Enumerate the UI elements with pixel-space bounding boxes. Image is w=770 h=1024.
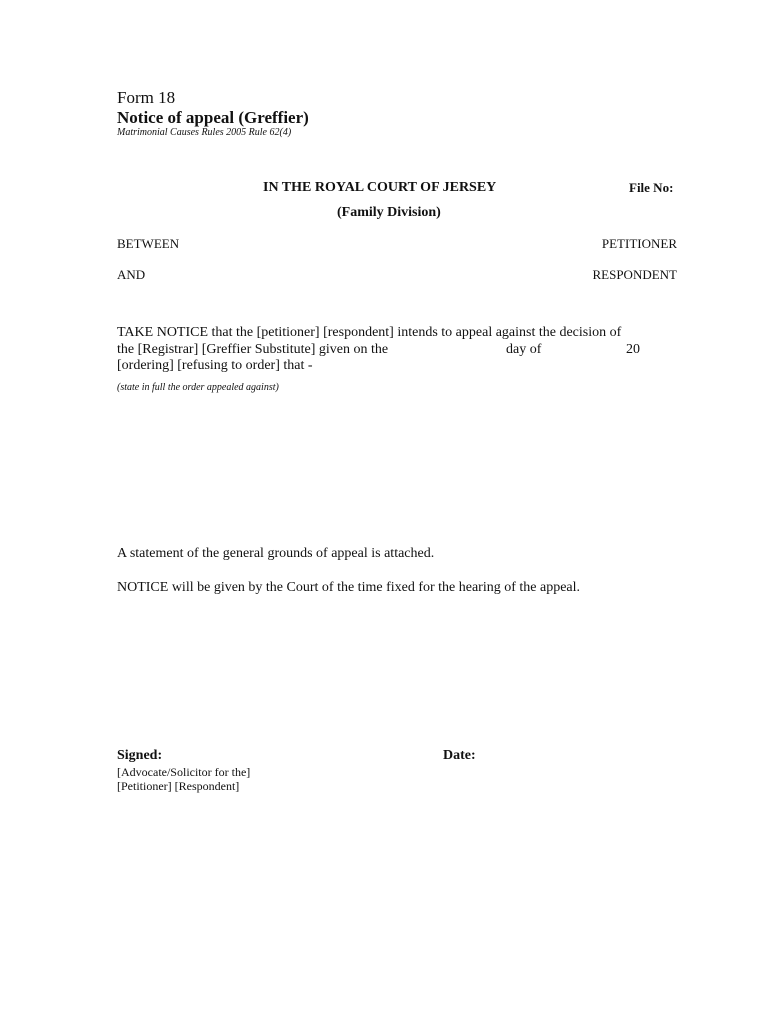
hearing-notice: NOTICE will be given by the Court of the time fixed for the hearing of the appeal. — [117, 580, 581, 595]
signed-label: Signed: — [117, 748, 163, 763]
signatory-line-1: [Advocate/Solicitor for the] — [117, 765, 251, 779]
petitioner-label: PETITIONER — [601, 236, 677, 251]
grounds-statement: A statement of the general grounds of appeal is attached. — [117, 546, 435, 561]
file-no-label: File No: — [629, 180, 674, 195]
form-title: Notice of appeal (Greffier) — [117, 108, 309, 127]
form-number: Form 18 — [117, 88, 176, 107]
date-label: Date: — [443, 748, 476, 763]
notice-line-2: the [Registrar] [Greffier Substitute] given on the — [117, 342, 389, 357]
respondent-label: RESPONDENT — [592, 267, 677, 282]
notice-line-1: TAKE NOTICE that the [petitioner] [respondent] intends to appeal against the decision of — [117, 325, 622, 340]
state-note: (state in full the order appealed against) — [117, 382, 279, 393]
notice-line-3: [ordering] [refusing to order] that - — [117, 358, 313, 373]
year-prefix: 20 — [626, 342, 640, 357]
and-label: AND — [117, 267, 146, 282]
court-name: IN THE ROYAL COURT OF JERSEY — [263, 180, 497, 195]
signatory-line-2: [Petitioner] [Respondent] — [117, 779, 240, 793]
court-division: (Family Division) — [337, 205, 441, 220]
between-label: BETWEEN — [117, 236, 180, 251]
day-of-label: day of — [506, 342, 542, 357]
rule-reference: Matrimonial Causes Rules 2005 Rule 62(4) — [117, 127, 292, 138]
